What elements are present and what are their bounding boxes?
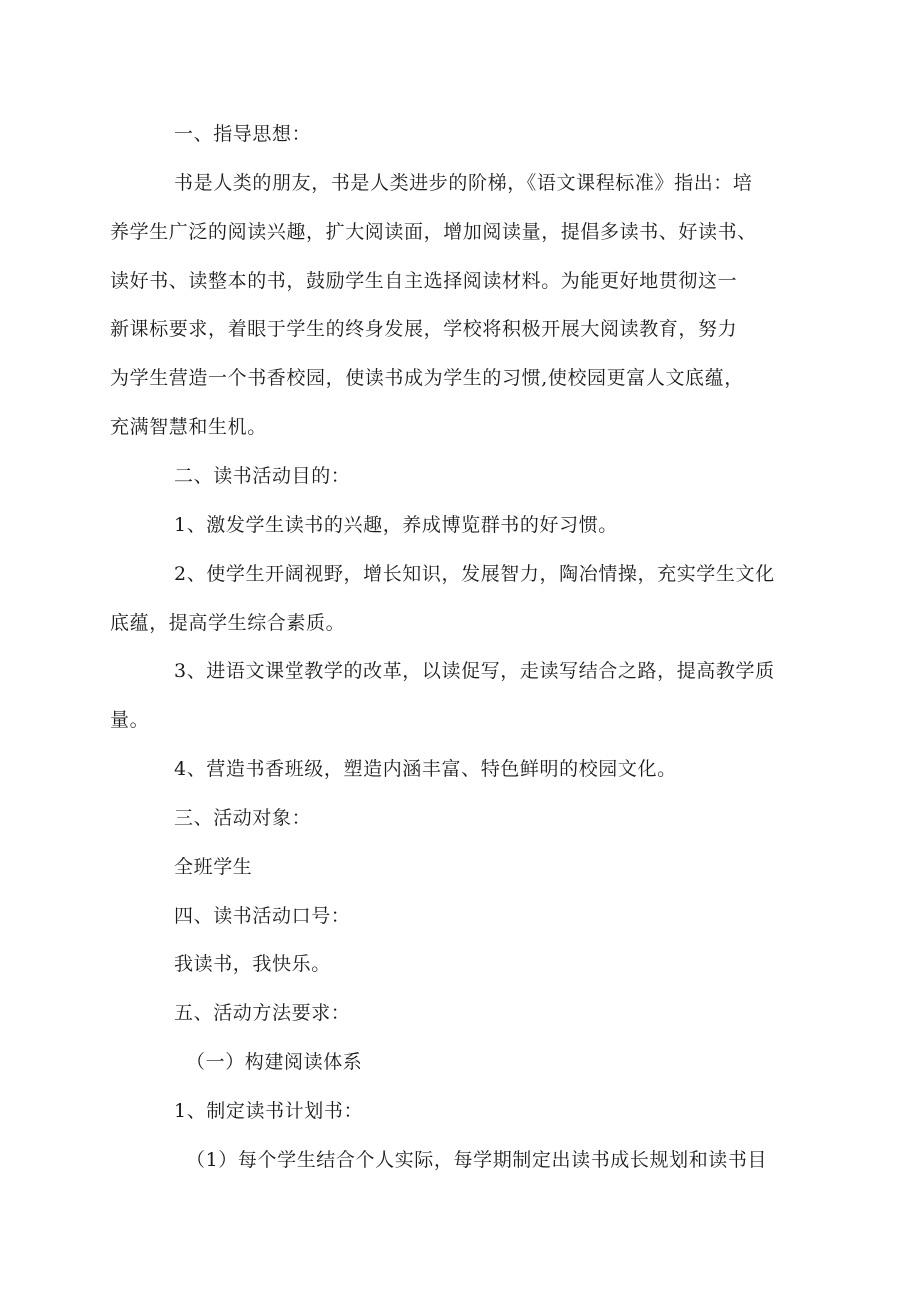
paragraph-line: 全班学生	[174, 856, 253, 878]
list-item-continuation: 量。	[110, 709, 150, 731]
heading-activity-goals: 二、读书活动目的：	[174, 465, 351, 487]
list-item-continuation: 底蕴，提高学生综合素质。	[110, 612, 346, 634]
heading-slogan: 四、读书活动口号：	[174, 905, 351, 927]
subheading: （一）构建阅读体系	[186, 1051, 363, 1073]
paragraph-line: 我读书，我快乐。	[174, 953, 331, 975]
paragraph-line: 为学生营造一个书香校园，使读书成为学生的习惯,使校园更富人文底蕴，	[110, 367, 744, 389]
paragraph-line: 养学生广泛的阅读兴趣，扩大阅读面，增加阅读量，提倡多读书、好读书、	[110, 221, 757, 243]
heading-guiding-ideology: 一、指导思想：	[174, 123, 312, 145]
paragraph-line: 新课标要求，着眼于学生的终身发展，学校将积极开展大阅读教育，努力	[110, 318, 738, 340]
heading-methods: 五、活动方法要求：	[174, 1002, 351, 1024]
paragraph-line: 读好书、读整本的书，鼓励学生自主选择阅读材料。为能更好地贯彻这一	[110, 270, 738, 292]
list-item: 2、使学生开阔视野，增长知识，发展智力，陶冶情操，充实学生文化	[174, 563, 775, 585]
list-item: 3、进语文课堂教学的改革，以读促写，走读写结合之路，提高教学质	[174, 660, 775, 682]
paragraph-line: 充满智慧和生机。	[110, 416, 267, 438]
heading-activity-target: 三、活动对象：	[174, 807, 312, 829]
list-item: （1）每个学生结合个人实际，每学期制定出读书成长规划和读书目	[186, 1149, 768, 1171]
list-item: 1、制定读书计划书：	[174, 1100, 364, 1122]
paragraph-line: 书是人类的朋友，书是人类进步的阶梯，《语文课程标准》指出：培	[174, 172, 753, 194]
list-item: 1、激发学生读书的兴趣，养成博览群书的好习惯。	[174, 514, 618, 536]
list-item: 4、营造书香班级，塑造内涵丰富、特色鲜明的校园文化。	[174, 758, 677, 780]
